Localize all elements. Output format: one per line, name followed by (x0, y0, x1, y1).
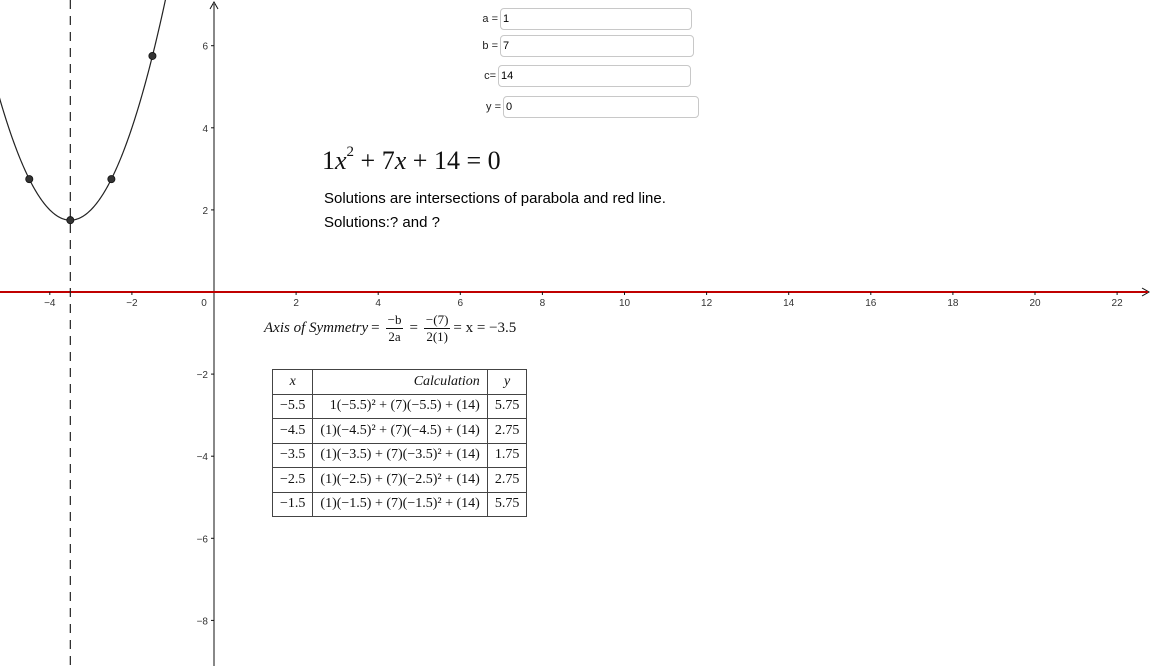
table-row (273, 492, 527, 517)
fraction-substituted-num: −(7) (425, 312, 449, 327)
fraction-substituted (424, 312, 451, 345)
quadratic-equation: $1x^2 + 7x + 14 = 0$ (322, 144, 501, 175)
y-tick-label: −2 (196, 370, 208, 382)
table-row (273, 443, 527, 468)
x-tick-label: 14 (783, 298, 795, 309)
solutions-values: Solutions:? and ? (324, 214, 440, 231)
cell-y: 5.75 (487, 394, 527, 419)
x-tick-label: 12 (701, 298, 713, 309)
data-point (108, 176, 115, 183)
header-calculation: Calculation (313, 370, 487, 395)
cell-calculation: 1(−5.5)² + (7)(−5.5) + (14) (313, 394, 487, 419)
y-tick-label: 2 (202, 205, 208, 217)
x-tick-label: 4 (375, 298, 381, 309)
fraction-general (386, 312, 404, 345)
coef-a: 1 (322, 146, 335, 175)
input-label-a: a = (482, 13, 498, 25)
fraction-general-den: 2a (388, 329, 401, 344)
x-tick-label: 0 (201, 298, 207, 309)
cell-calculation: (1)(−2.5) + (7)(−2.5)² + (14) (313, 468, 487, 493)
input-label-b: b = (482, 40, 498, 52)
calculation-table (272, 369, 527, 517)
fraction-general-num: −b (387, 312, 402, 327)
input-row-a (470, 8, 692, 30)
cell-y: 2.75 (487, 419, 527, 444)
x-tick-label: 18 (947, 298, 959, 309)
cell-y: 5.75 (487, 492, 527, 517)
parabola-layer (0, 0, 235, 220)
cell-calculation: (1)(−1.5) + (7)(−1.5)² + (14) (313, 492, 487, 517)
input-y[interactable]: 0 (503, 96, 699, 118)
input-row-y (470, 96, 699, 118)
y-tick-label: 6 (202, 41, 208, 53)
axis-of-symmetry-label: Axis of Symmetry (264, 320, 369, 336)
cell-x: −4.5 (273, 419, 313, 444)
tick-labels (44, 42, 1123, 628)
y-tick-label: −4 (196, 452, 208, 464)
axis-of-symmetry-formula: Axis of Symmetry = $\frac{-b}{2a}$ = $\frac{-(7)}{2(1)}$ = x = −3.5 (264, 312, 517, 344)
cell-calculation: (1)(−3.5) + (7)(−3.5)² + (14) (313, 443, 487, 468)
equation-rhs: 0 (487, 146, 501, 175)
input-row-c (470, 65, 691, 87)
y-tick-label: −6 (196, 534, 208, 546)
cell-y: 2.75 (487, 468, 527, 493)
x-tick-label: −2 (126, 298, 138, 309)
coef-c: 14 (433, 146, 460, 175)
fraction-substituted-den: 2(1) (426, 329, 448, 344)
solutions-description: Solutions are intersections of parabola and red line. (324, 190, 666, 207)
cell-y: 1.75 (487, 443, 527, 468)
header-x: x (273, 370, 313, 395)
input-a[interactable]: 1 (500, 8, 692, 30)
coef-b: 7 (381, 146, 395, 175)
x-tick-label: 22 (1111, 298, 1123, 309)
table-row (273, 419, 527, 444)
x-tick-label: −4 (44, 298, 56, 309)
cell-x: −3.5 (273, 443, 313, 468)
x-tick-label: 20 (1029, 298, 1041, 309)
axis-of-symmetry-result: = x = −3.5 (453, 320, 517, 336)
input-b[interactable]: 7 (500, 35, 694, 57)
x-tick-label: 2 (293, 298, 299, 309)
x-tick-label: 8 (539, 298, 546, 309)
input-label-y: y = (486, 101, 501, 113)
parabola-curve (0, 0, 235, 220)
input-row-b (470, 35, 694, 57)
cell-calculation: (1)(−4.5)² + (7)(−4.5) + (14) (313, 419, 487, 444)
x-tick-label: 16 (865, 298, 877, 309)
table-row (273, 394, 527, 419)
header-y: y (487, 370, 527, 395)
input-c[interactable]: 14 (498, 65, 691, 87)
cell-x: −5.5 (273, 394, 313, 419)
data-point (67, 217, 74, 224)
input-label-c: c= (484, 70, 496, 82)
y-tick-label: 4 (202, 123, 208, 135)
table-row (273, 468, 527, 493)
x-tick-label: 10 (618, 298, 631, 309)
table-header-row (273, 370, 527, 395)
data-point (149, 52, 156, 59)
points-layer (0, 52, 156, 223)
y-tick-label: −8 (196, 616, 208, 628)
cell-x: −1.5 (273, 492, 313, 517)
cell-x: −2.5 (273, 468, 313, 493)
x-tick-label: 6 (457, 298, 464, 309)
data-point (26, 176, 33, 183)
